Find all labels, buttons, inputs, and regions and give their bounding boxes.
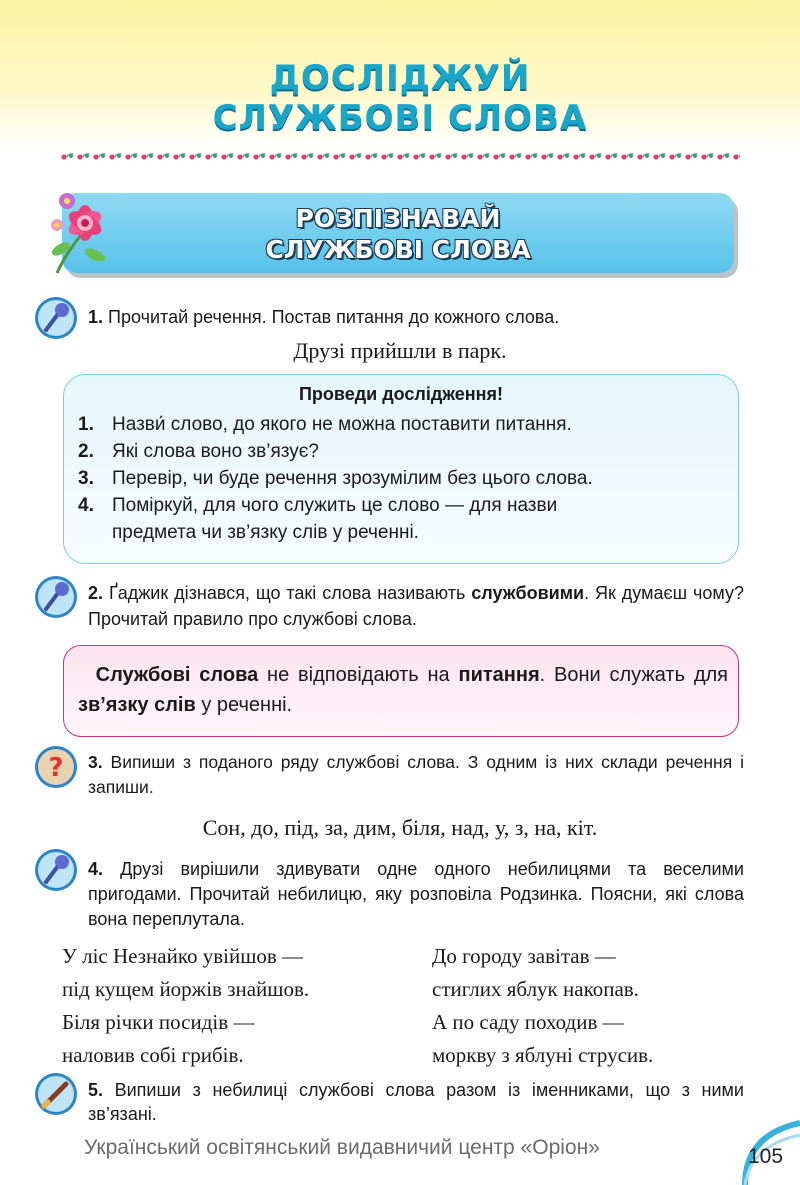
research-list: [78, 411, 728, 546]
poem-line: У ліс Незнайко увійшов —: [62, 944, 304, 968]
task-1-instruction: [88, 305, 744, 330]
poem-line: під кущем йоржів знайшов.: [62, 977, 310, 1001]
task-3-number: 3.: [88, 752, 103, 772]
poem-left-column: [62, 940, 309, 1072]
poem-line: стиглих яблук накопав.: [432, 977, 639, 1001]
task-5-text: Випиши з небилиці службові слова разом із іменниками, що з ними зв’язані.: [88, 1080, 744, 1124]
task-5-instruction: [88, 1078, 744, 1126]
task-2-bold-term: службовими: [471, 583, 585, 603]
research-item-number: 1.: [78, 414, 94, 435]
microphone-icon: [34, 575, 78, 619]
rule-bold-1: Службові слова: [95, 664, 259, 686]
publisher-footer: Український освітянський видавничий центр «Оріон»: [84, 1136, 600, 1159]
poem-line: А по саду походив —: [432, 1010, 624, 1034]
research-item-number: 3.: [78, 468, 94, 489]
task-2-instruction: [88, 580, 744, 632]
research-item-text: Які слова воно зв’язує?: [112, 441, 319, 462]
task-2-text-after: . Як думаєш чому? Прочитай правило про службові слова.: [88, 583, 744, 629]
research-item: [78, 465, 728, 492]
poem-line: До городу завітав —: [432, 944, 616, 968]
microphone-icon: [34, 848, 78, 892]
research-item-text: Перевір, чи буде речення зрозумілим без цього слова.: [112, 468, 593, 489]
page-title-line2: СЛУЖБОВІ СЛОВА: [212, 98, 588, 138]
task-3-instruction: [88, 750, 744, 800]
task-1-number: 1.: [88, 307, 104, 327]
ornament-divider: [60, 150, 740, 164]
page-number: 105: [748, 1145, 784, 1168]
question-icon: [34, 745, 78, 789]
page-title-line1: ДОСЛІДЖУЙ: [269, 58, 531, 98]
rule-bold-3: зв’язку слів: [78, 694, 196, 716]
research-item: [78, 411, 728, 438]
section-title: [62, 203, 734, 265]
research-heading: Проведи дослідження!: [298, 384, 504, 404]
task-2-number: 2.: [88, 583, 104, 603]
rule-bold-2: питання: [458, 664, 540, 686]
rule-text-3: у реченні.: [195, 694, 293, 716]
task-5-number: 5.: [88, 1080, 104, 1100]
rule-text-1: не відповідають на: [258, 664, 459, 686]
poem-line: наловив собі грибів.: [62, 1043, 244, 1067]
research-item: [78, 438, 728, 465]
rule-text-2: . Вони служать для: [539, 664, 728, 686]
rule-text: [78, 660, 728, 720]
poem-line: моркву з яблуні струсив.: [432, 1043, 654, 1067]
pen-icon: [34, 1072, 78, 1116]
svg-text:?: ?: [48, 753, 64, 783]
task-2-text-before: Ґаджик дізнався, що такі слова називають: [108, 583, 472, 603]
microphone-icon: [34, 296, 78, 340]
section-title-line1: РОЗПІЗНАВАЙ: [295, 204, 501, 233]
research-item-number: 4.: [78, 495, 94, 516]
task-1-text: Прочитай речення. Постав питання до кожного слова.: [108, 307, 560, 327]
task-1-sentence: Друзі прийшли в парк.: [293, 338, 507, 363]
task-4-instruction: [88, 857, 744, 932]
poem-right-column: [432, 940, 653, 1072]
task-3-text: Випиши з поданого ряду службові слова. З одним із них склади речення і запиши.: [88, 752, 744, 797]
research-item-number: 2.: [78, 441, 94, 462]
poem-line: Біля річки посидів —: [62, 1010, 255, 1034]
page-title: [0, 58, 800, 138]
research-item-text: Назви́ слово, до якого не можна поставити питання.: [112, 414, 572, 435]
task-4-text: Друзі вирішили здивувати одне одного небилицями та веселими пригодами. Прочитай небилицю, яку розповіла Родзинка. Поясни, які слова вона переплутала.: [88, 859, 744, 929]
research-item-text: Поміркуй, для чого служить це слово — для назви предмета чи зв’язку слів у реченні.: [112, 495, 558, 543]
task-4-number: 4.: [88, 859, 104, 879]
research-item: [78, 492, 728, 546]
section-title-line2: СЛУЖБОВІ СЛОВА: [265, 235, 531, 264]
flower-icon: [45, 185, 117, 277]
task-3-word-row: Сон, до, під, за, дим, біля, над, у, з, на, кіт.: [202, 815, 598, 840]
